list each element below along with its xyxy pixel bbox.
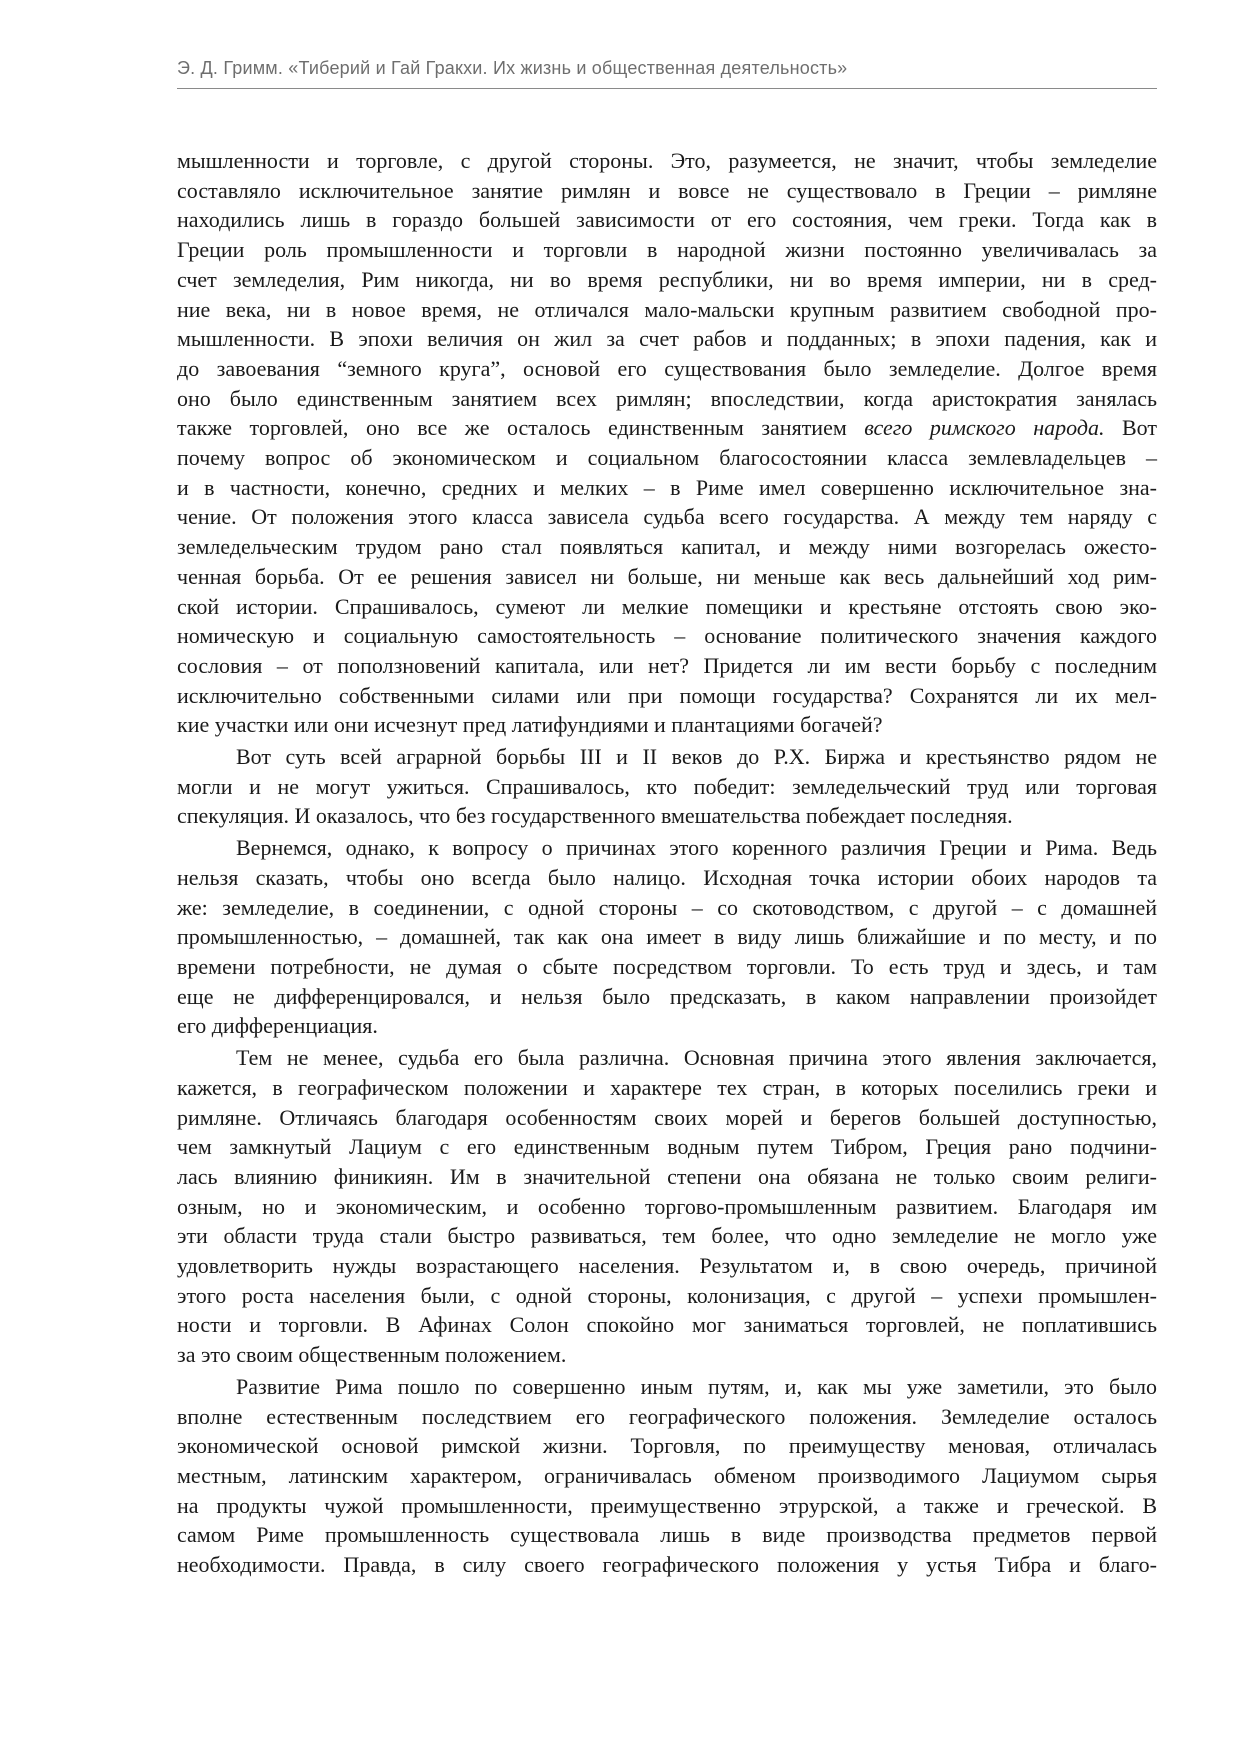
header-rule bbox=[177, 88, 1157, 89]
text-line: нельзя сказать, чтобы оно всегда было налицо. Исходная точка истории обоих народов та bbox=[177, 864, 1157, 890]
text-line: находились лишь в гораздо большей зависимости от его состояния, чем греки. Тогда как в bbox=[177, 207, 1157, 233]
text-line: составляло исключительное занятие римлян и вовсе не существовало в Греции – римляне bbox=[177, 177, 1157, 203]
text-line: ской истории. Спрашивалось, сумеют ли мелкие помещики и крестьяне отстоять свою эко- bbox=[177, 593, 1157, 619]
text-line: мышленности. В эпохи величия он жил за счет рабов и подданных; в эпохи падения, как и bbox=[177, 326, 1157, 352]
text-line: римляне. Отличаясь благодаря особенностям своих морей и берегов большей доступностью, bbox=[177, 1104, 1157, 1130]
text-line: Вот суть всей аграрной борьбы III и II веков до Р.Х. Биржа и крестьянство рядом не bbox=[236, 744, 1157, 770]
text-line: местным, латинским характером, ограничивалась обменом производимого Лациумом сырья bbox=[177, 1462, 1157, 1488]
text-line: Греции роль промышленности и торговли в народной жизни постоянно увеличивалась за bbox=[177, 237, 1157, 263]
text-line: на продукты чужой промышленности, преимущественно этрурской, а также и греческой. В bbox=[177, 1492, 1157, 1518]
text-line: же: земледелие, в соединении, с одной стороны – со скотоводством, с другой – с домашней bbox=[177, 894, 1157, 920]
text-line: номическую и социальную самостоятельность – основание политического значения каждого bbox=[177, 623, 1157, 649]
text-line: до завоевания “земного круга”, основой его существования было земледелие. Долгое время bbox=[177, 355, 1157, 381]
text-line: эти области труда стали быстро развиваться, тем более, что одно земледелие не могло уже bbox=[177, 1223, 1157, 1249]
text-line: ченная борьба. От ее решения зависел ни больше, ни меньше как весь дальнейший ход рим- bbox=[177, 563, 1157, 589]
paragraph bbox=[177, 833, 1157, 1041]
text-line: его дифференциация. bbox=[177, 1013, 378, 1039]
text-line bbox=[177, 413, 1157, 443]
text-line: ности и торговли. В Афинах Солон спокойно мог заниматься торговлей, не поплатившись bbox=[177, 1312, 1157, 1338]
text-line: Тем не менее, судьба его была различна. Основная причина этого явления заключается, bbox=[236, 1045, 1157, 1071]
emphasis-tail: Вот bbox=[1104, 415, 1158, 441]
text-line: за это своим общественным положением. bbox=[177, 1342, 567, 1368]
text-line: Вернемся, однако, к вопросу о причинах этого коренного различия Греции и Рима. Ведь bbox=[236, 835, 1157, 861]
text-line: этого роста населения были, с одной стороны, колонизация, с другой – успехи промышлен- bbox=[177, 1282, 1157, 1308]
text-line: еще не дифференцировался, и нельзя было предсказать, в каком направлении произойдет bbox=[177, 983, 1157, 1009]
text-line: и в частности, конечно, средних и мелких – в Риме имел совершенно исключительное зна- bbox=[177, 474, 1157, 500]
text-line: времени потребности, не думая о сбыте посредством торговли. То есть труд и здесь, и там bbox=[177, 953, 1157, 979]
text-line: могли и не могут ужиться. Спрашивалось, кто победит: земледельческий труд или торговая bbox=[177, 773, 1157, 799]
text-line-lead: также торговлей, оно все же осталось единственным занятием bbox=[177, 415, 847, 441]
text-line: озным, но и экономическим, и особенно торгово-промышленным развитием. Благодаря им bbox=[177, 1193, 1157, 1219]
paragraph bbox=[177, 1372, 1157, 1580]
text-line: лась влиянию финикиян. Им в значительной степени она обязана не только своим религи- bbox=[177, 1163, 1157, 1189]
text-line: исключительно собственными силами или при помощи государства? Сохранятся ли их мел- bbox=[177, 682, 1157, 708]
text-line: самом Риме промышленность существовала лишь в виде производства предметов первой bbox=[177, 1522, 1157, 1548]
text-line: экономической основой римской жизни. Торговля, по преимуществу меновая, отличалась bbox=[177, 1433, 1157, 1459]
text-line: мышленности и торговле, с другой стороны. Это, разумеется, не значит, чтобы земледелие bbox=[177, 148, 1157, 173]
text-line: чем замкнутый Лациум с его единственным водным путем Тибром, Греция рано подчини- bbox=[177, 1134, 1157, 1160]
paragraph bbox=[177, 146, 1157, 740]
text-line: оно было единственным занятием всех римлян; впоследствии, когда аристократия занялась bbox=[177, 385, 1157, 411]
text-line: вполне естественным последствием его географического положения. Земледелие осталось bbox=[177, 1403, 1157, 1429]
text-line: необходимости. Правда, в силу своего географического положения у устья Тибра и благо- bbox=[177, 1552, 1157, 1578]
text-line: кажется, в географическом положении и характере тех стран, в которых поселились греки и bbox=[177, 1074, 1157, 1100]
text-line: ние века, ни в новое время, не отличался мало-мальски крупным развитием свободной про- bbox=[177, 296, 1157, 322]
body-text bbox=[177, 146, 1157, 1580]
text-line: чение. От положения этого класса зависела судьба всего государства. А между тем наряду с bbox=[177, 504, 1157, 530]
text-line: счет земледелия, Рим никогда, ни во время республики, ни во время империи, ни в сред- bbox=[177, 266, 1157, 292]
emphasis-italic: всего римского народа. bbox=[864, 415, 1105, 441]
text-line: почему вопрос об экономическом и социальном благосостоянии класса землевладельцев – bbox=[177, 445, 1157, 471]
running-header: Э. Д. Гримм. «Тиберий и Гай Гракхи. Их жизнь и общественная деятельность» bbox=[177, 58, 848, 78]
paragraph bbox=[177, 742, 1157, 831]
text-line: удовлетворить нужды возрастающего населения. Результатом и, в свою очередь, причиной bbox=[177, 1253, 1157, 1279]
text-line: кие участки или они исчезнут пред латифундиями и плантациями богачей? bbox=[177, 712, 883, 738]
text-line: земледельческим трудом рано стал появляться капитал, и между ними возгорелась ожесто- bbox=[177, 534, 1157, 560]
paragraph bbox=[177, 1043, 1157, 1370]
text-line: спекуляция. И оказалось, что без государственного вмешательства побеждает последняя. bbox=[177, 803, 1013, 829]
text-line: Развитие Рима пошло по совершенно иным путям, и, как мы уже заметили, это было bbox=[236, 1373, 1157, 1399]
text-line: сословия – от поползновений капитала, или нет? Придется ли им вести борьбу с последним bbox=[177, 652, 1157, 678]
text-line: промышленностью, – домашней, так как она имеет в виду лишь ближайшие и по месту, и по bbox=[177, 924, 1157, 950]
